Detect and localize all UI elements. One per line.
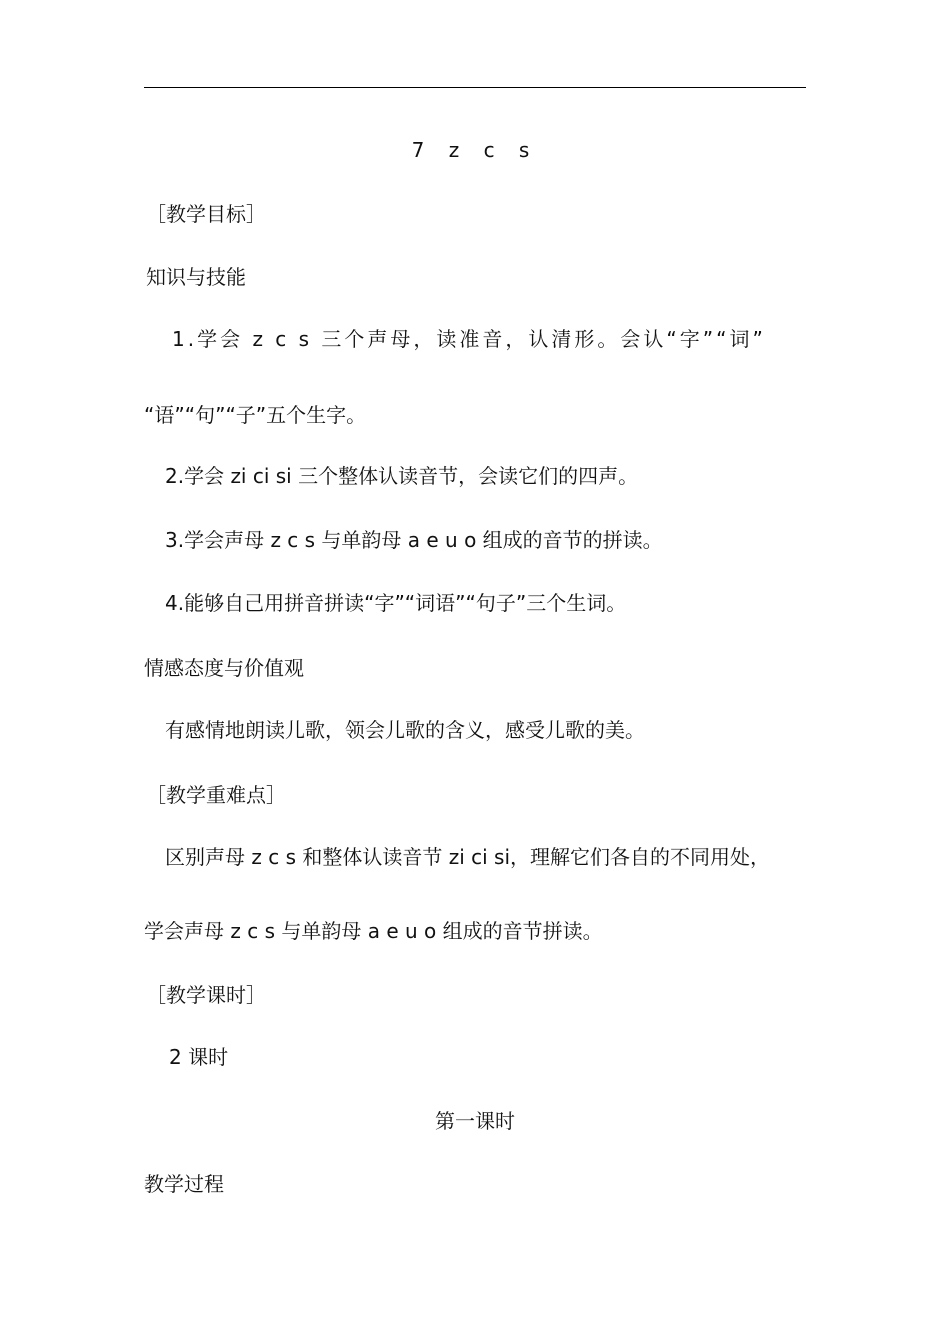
header-rule <box>144 87 806 88</box>
first-lesson-heading: 第一课时 <box>435 1109 515 1133</box>
objective-item-1-line-2: “语”“句”“子”五个生字。 <box>144 403 367 427</box>
objectives-heading: ［教学目标］ <box>146 202 266 226</box>
emotion-text: 有感情地朗读儿歌，领会儿歌的含义，感受儿歌的美。 <box>165 718 645 742</box>
emotion-heading: 情感态度与价值观 <box>144 656 304 680</box>
objective-item-1-line-1: 1.学会 z c s 三个声母，读准音，认清形。会认“字”“词” <box>172 327 766 351</box>
difficulty-heading: ［教学重难点］ <box>146 783 286 807</box>
difficulty-line-1: 区别声母 z c s 和整体认读音节 zi ci si，理解它们各自的不同用处， <box>165 845 770 869</box>
difficulty-line-2: 学会声母 z c s 与单韵母 a e u o 组成的音节拼读。 <box>144 919 603 943</box>
objective-item-4: 4.能够自己用拼音拼读“字”“词语”“句子”三个生词。 <box>165 591 627 615</box>
objective-item-3: 3.学会声母 z c s 与单韵母 a e u o 组成的音节的拼读。 <box>165 528 663 552</box>
document-title: 7 z c s <box>411 138 539 162</box>
hours-text: 2 课时 <box>169 1045 229 1069</box>
objective-item-2: 2.学会 zi ci si 三个整体认读音节，会读它们的四声。 <box>165 464 639 488</box>
knowledge-heading: 知识与技能 <box>146 265 246 289</box>
hours-heading: ［教学课时］ <box>146 983 266 1007</box>
process-heading: 教学过程 <box>144 1172 224 1196</box>
